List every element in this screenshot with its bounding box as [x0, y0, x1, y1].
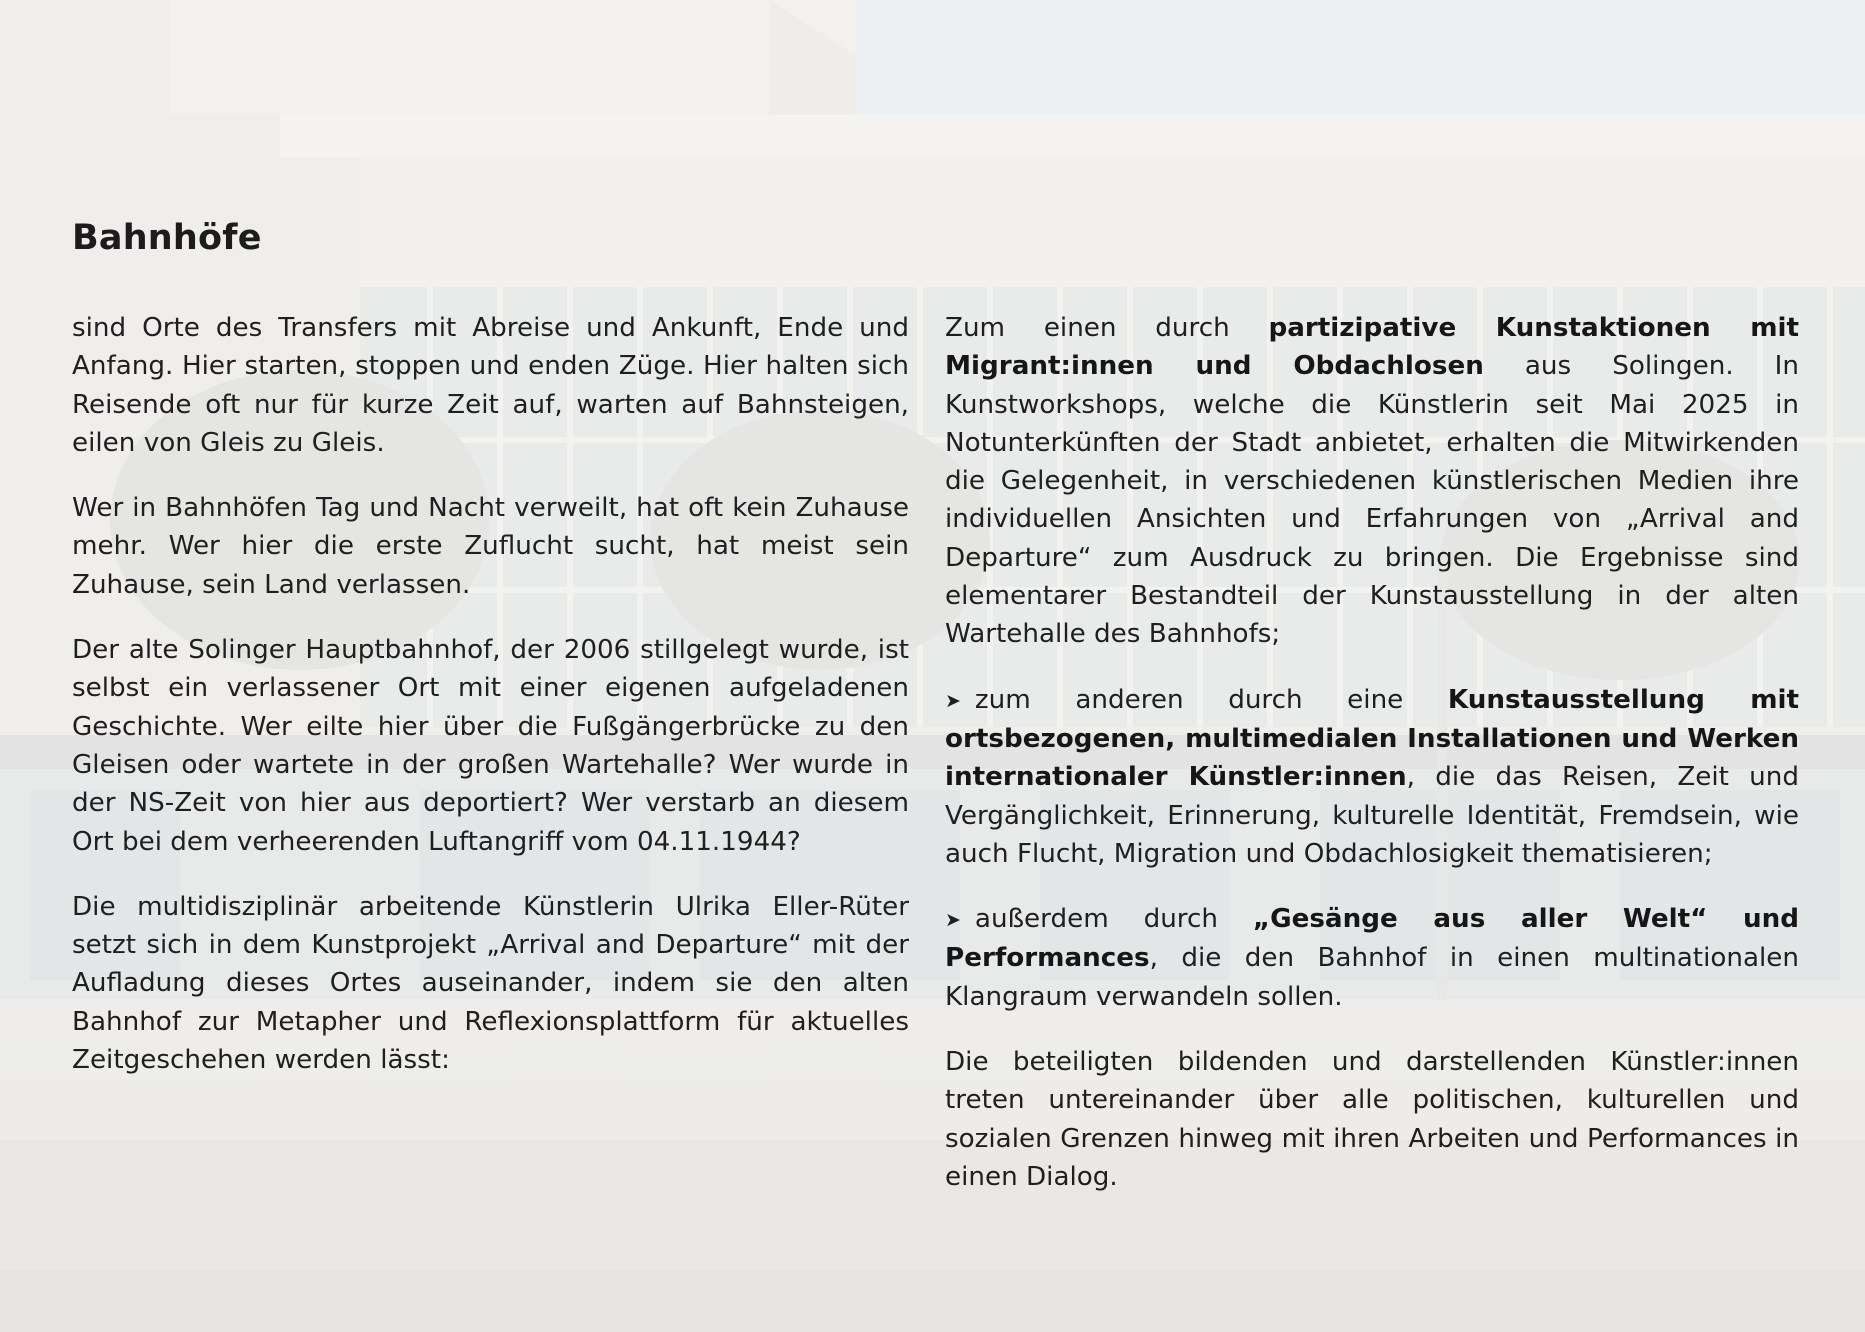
left-paragraph-3: Der alte Solinger Hauptbahnhof, der 2006 stillgelegt wurde, ist selbst ein verlassener Ort mit einer eigenen aufgeladenen Geschichte. Wer eilte hier über die Fußgängerbrücke zu den Gleisen oder wartete in der großen Wartehalle? Wer wurde in der NS-Zeit von hier aus deportiert? Wer verstarb an diesem Ort bei dem verheerenden Luftangriff vom 04.11.1944? — [72, 635, 909, 857]
right-paragraph-4: Die beteiligten bildenden und darstellenden Künstler:innen treten untereinander über alle politischen, kulturellen und sozialen Grenzen hinweg mit ihren Arbeiten und Performances in einen Dialog. — [945, 1047, 1799, 1192]
right-bullet-1 — [945, 681, 1799, 873]
right-p3-rest: , die den Bahnhof in einen multinationalen Klangraum verwandeln sollen. — [945, 943, 1799, 1012]
arrow-bullet-icon: ➤ — [945, 909, 961, 932]
right-column — [945, 309, 1799, 1223]
left-paragraph-2: Wer in Bahnhöfen Tag und Nacht verweilt, hat oft kein Zuhause mehr. Wer hier die erste Zuflucht sucht, hat meist sein Zuhause, sein Land verlassen. — [72, 493, 909, 600]
left-paragraph-1: sind Orte des Transfers mit Abreise und Ankunft, Ende und Anfang. Hier starten, stoppen und enden Züge. Hier halten sich Reisende oft nur für kurze Zeit auf, warten auf Bahnsteigen, eilen von Gleis zu Gleis. — [72, 313, 909, 458]
arrow-bullet-icon: ➤ — [945, 689, 961, 712]
right-p1-bold: partizipative Kunstaktionen mit Migrant:innen und Obdachlosen — [945, 313, 1799, 382]
right-p2-rest: , die das Reisen, Zeit und Vergänglichkeit, Erinnerung, kulturelle Identität, Fremdsein, wie auch Flucht, Migration und Obdachlosigkeit thematisieren; — [945, 762, 1800, 869]
right-p2-lead: zum anderen durch eine — [974, 684, 1448, 715]
right-p2-bold: Kunstausstellung mit ortsbezogenen, multimedialen Installationen und Werken internationaler Künstler:innen — [945, 684, 1799, 793]
left-column — [72, 309, 909, 1106]
right-p3-bold: „Gesänge aus aller Welt“ und Performances — [945, 904, 1800, 974]
right-bullet-2 — [945, 900, 1799, 1016]
right-p1-rest: aus Solingen. In Kunstworkshops, welche die Künstlerin seit Mai 2025 in Notunterkünften der Stadt anbietet, erhalten die Mitwirkenden die Gelegenheit, in verschiedenen künstlerischen Medien ihre individuellen Ansichten und Erfahrungen von „Arrival and Departure“ zum Ausdruck zu bringen. Die Ergebnisse sind elementarer Bestandteil der Kunstausstellung in der alten Wartehalle des Bahnhofs; — [945, 351, 1799, 650]
right-paragraph-1 — [945, 309, 1799, 654]
right-p1-lead: Zum einen durch — [945, 313, 1269, 343]
right-p3-lead: außerdem durch — [974, 904, 1253, 935]
left-paragraph-4: Die multidisziplinär arbeitende Künstlerin Ulrika Eller-Rüter setzt sich in dem Kunstprojekt „Arrival and Departure“ mit der Aufladung dieses Ortes auseinander, indem sie den alten Bahnhof zur Metapher und Reflexionsplattform für aktuelles Zeitgeschehen werden lässt: — [72, 891, 909, 1076]
page-title: Bahnhöfe — [72, 218, 262, 258]
